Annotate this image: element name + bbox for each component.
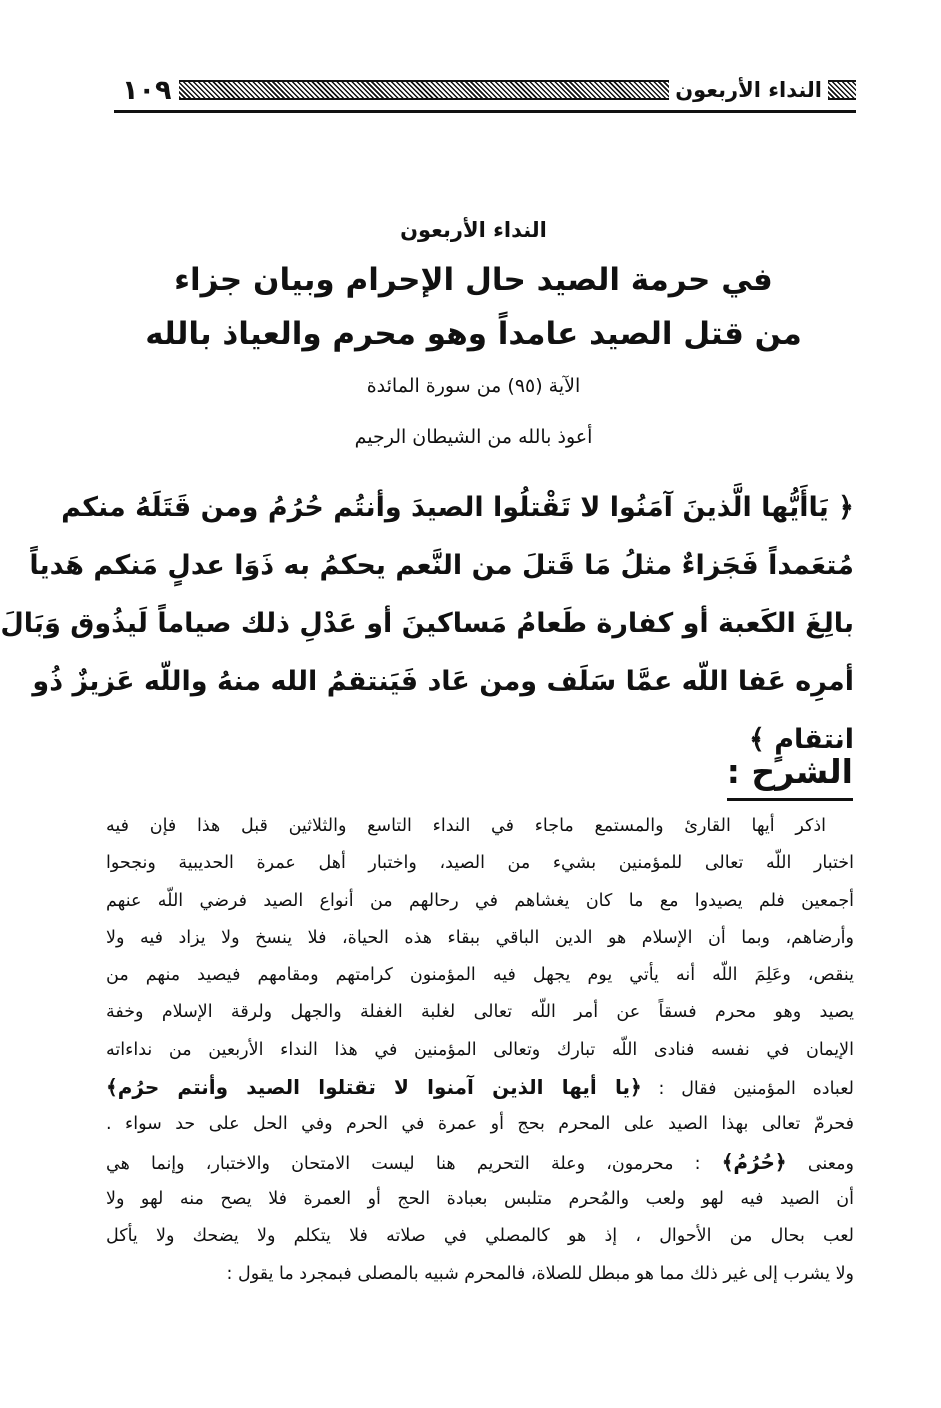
quoted-verse: ﴿يا أيها الذين آمنوا لا تقتلوا الصيد وأنتم حرُم﴾ <box>106 1075 642 1100</box>
body-line: أجمعين فلم يصيدوا مع ما كان يغشاهم في رحالهم من أنواع الصيد فرضي اللّه عنهم <box>106 890 854 911</box>
body-line: اذكر أيها القارئ والمستمع ماجاء في النداء التاسع والثلاثين قبل هذا فإن فيه <box>106 816 826 836</box>
body-text: لعباده المؤمنين فقال : <box>658 1079 854 1100</box>
body-line-with-quote <box>106 1069 854 1106</box>
verse-line: مُتعَمداً فَجَزاءٌ مثلُ مَا قَتلَ من النَّعم يحكمُ به ذَوَا عدلٍ مَنكم هَدياً <box>29 550 854 581</box>
body-line: يصيد وهو محرم فسقاً عن أمر اللّه تعالى لغلبة الغفلة والجهل ولرقة الإسلام وخفة <box>106 1002 854 1023</box>
explanation-body <box>106 808 854 1293</box>
body-line: الإيمان في نفسه فنادى اللّه تبارك وتعالى المؤمنين في هذا النداء الأربعين من نداءاته <box>106 1039 854 1060</box>
body-text: : محرمون، وعلة التحريم هنا ليست الامتحان والاختبار، وإنما هي <box>106 1153 701 1174</box>
verse-line: ﴿ يَاأَيُّها الَّذينَ آمَنُوا لا تَقْتلُوا الصيدَ وأنتُم حُرُمُ ومن قَتَلَهُ منكم <box>61 492 854 523</box>
quoted-word: ﴿حُرُمُ﴾ <box>721 1149 787 1174</box>
body-line: أن الصيد فيه لهو ولعب والمُحرم متلبس بعبادة الحج أو العمرة فلا يصح منه لهو ولا <box>106 1188 854 1209</box>
body-line: وأرضاهم، وبما أن الإسلام هو الدين الباقي ببقاء هذه الحياة، فلا ينسخ ولا يزاد فيه ولا <box>106 927 854 948</box>
chapter-subtitle: النداء الأربعون <box>400 218 547 242</box>
body-line: فحرمّ تعالى بهذا الصيد على المحرم بحج أو عمرة في الحرم وفي الحل على حد سواء . <box>106 1114 854 1135</box>
page-number: ١٠٩ <box>122 74 172 106</box>
quran-verse <box>0 482 854 766</box>
body-line: لعب بحال من الأحوال ، إذ هو كالمصلي في صلاته فلا يتكلم ولا يضحك ولا يأكل <box>106 1226 854 1247</box>
body-line-with-quote <box>106 1144 854 1181</box>
header-ornament-left <box>179 80 669 100</box>
body-line: اختبار اللّه تعالى للمؤمنين بشيء من الصيد، واختبار أهل عمرة الحديبية ونجحوا <box>106 853 854 874</box>
running-header-title: النداء الأربعون <box>675 78 822 102</box>
body-text: ومعنى <box>807 1153 854 1174</box>
body-line: ينقص، وعَلِمَ اللّه أنه يأتي يوم يجهل فيه المؤمنون كرامتهم ومقامهم فيصيد منهم من <box>106 965 854 986</box>
explanation-label: الشرح : <box>727 750 853 801</box>
header-rule <box>114 110 856 113</box>
header-ornament-right <box>828 80 856 100</box>
chapter-title-line-1: في حرمة الصيد حال الإحرام وبيان جزاء <box>174 262 773 298</box>
verse-line: انتقامٍ ﴾ <box>749 724 854 755</box>
isti3adha: أعوذ بالله من الشيطان الرجيم <box>354 426 593 448</box>
verse-line: أمرِه عَفا اللّه عمَّا سَلَف ومن عَاد فَيَنتقمُ الله منهُ واللّه عَزيزٌ ذُو <box>32 666 854 697</box>
verse-reference: الآية (٩٥) من سورة المائدة <box>366 375 581 397</box>
body-line: ولا يشرب إلى غير ذلك مما هو مبطل للصلاة، فالمحرم شبيه بالمصلى فبمجرد ما يقول : <box>226 1263 854 1284</box>
verse-line: بالِغَ الكَعبة أو كفارة طَعامُ مَساكينَ أو عَدْلِ ذلك صياماً لَيذُوق وَبَالَ <box>0 608 854 639</box>
running-header <box>114 72 856 108</box>
chapter-title-line-2: من قتل الصيد عامداً وهو محرم والعياذ بالله <box>145 316 802 352</box>
